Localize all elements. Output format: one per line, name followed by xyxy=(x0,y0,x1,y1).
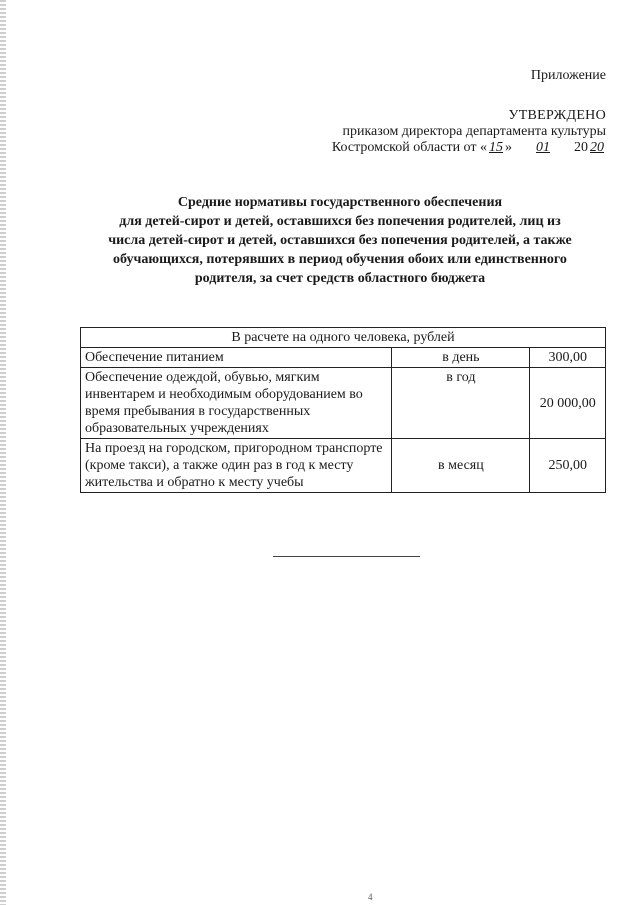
order-line-2-text: Костромской области от « xyxy=(331,140,487,155)
order-quote-close: » xyxy=(505,140,512,155)
appendix-label: Приложение xyxy=(530,68,606,83)
title-line-5: родителя, за счет средств областного бюджета xyxy=(194,271,486,286)
title-line-1: Средние нормативы государственного обеспечения xyxy=(177,195,503,210)
row-description: Обеспечение питанием xyxy=(81,348,392,368)
scan-edge xyxy=(0,0,6,905)
table-row xyxy=(81,368,606,439)
row-period: в месяц xyxy=(392,439,530,493)
row-amount: 250,00 xyxy=(530,439,606,493)
page-number: 4 xyxy=(368,892,373,902)
title-line-4: обучающихся, потерявших в период обучения обоих или единственного xyxy=(113,252,567,267)
row-amount: 20 000,00 xyxy=(530,368,606,439)
table-row xyxy=(81,439,606,493)
title-line-2: для детей-сирот и детей, оставшихся без попечения родителей, лиц из xyxy=(119,214,561,229)
order-year-prefix: 20 xyxy=(574,140,588,155)
order-line-1: приказом директора департамента культуры xyxy=(342,124,606,139)
row-period: в день xyxy=(392,348,530,368)
row-description: На проезд на городском, пригородном транспорте (кроме такси), а также один раз в год к месту жительства и обратно к месту учебы xyxy=(81,439,392,493)
title-line-3: числа детей-сирот и детей, оставшихся без попечения родителей, а также xyxy=(108,233,572,248)
order-month: 01 xyxy=(536,140,550,155)
end-divider xyxy=(273,556,420,557)
row-period: в год xyxy=(392,368,530,439)
table-header: В расчете на одного человека, рублей xyxy=(81,328,606,348)
row-description: Обеспечение одеждой, обувью, мягким инвентарем и необходимым оборудованием во время пребывания в государственных образовательных учреждениях xyxy=(81,368,392,439)
order-year-suffix: 20 xyxy=(590,140,604,155)
approval-stamp: УТВЕРЖДЕНО xyxy=(508,108,606,123)
table-header-row xyxy=(81,328,606,348)
order-line-2 xyxy=(332,140,606,156)
row-amount: 300,00 xyxy=(530,348,606,368)
order-day: 15 xyxy=(489,140,503,155)
document-title xyxy=(70,193,610,288)
table-row xyxy=(81,348,606,368)
norms-table xyxy=(80,327,606,493)
